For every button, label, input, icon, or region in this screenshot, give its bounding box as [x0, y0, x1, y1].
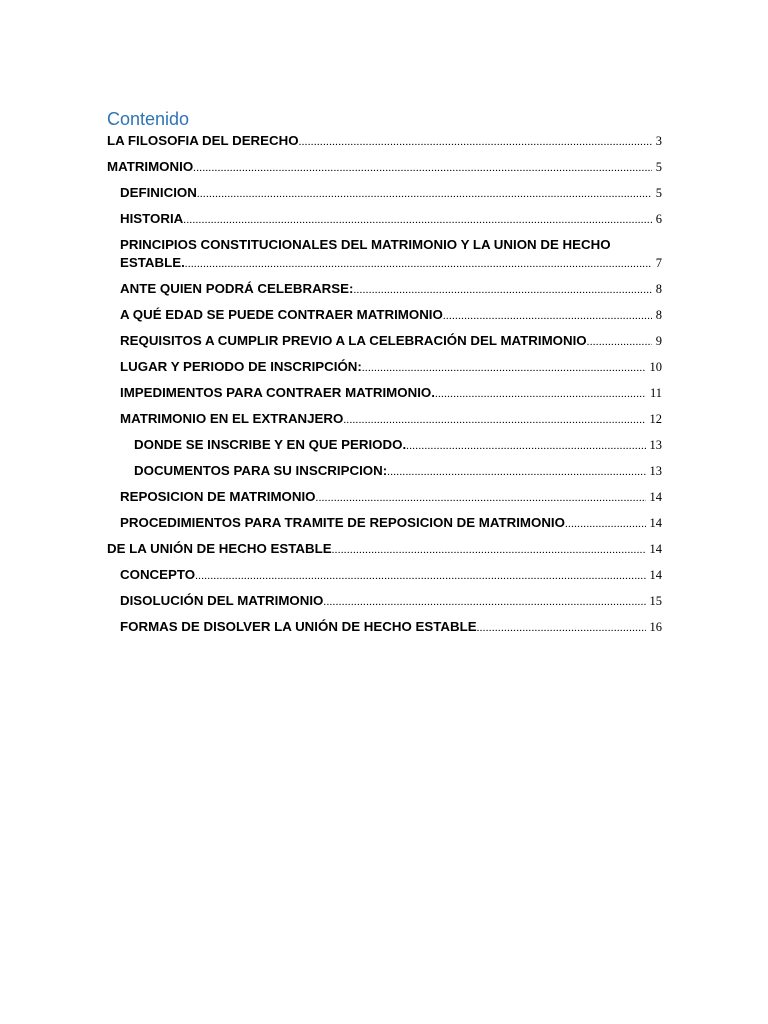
toc-entry-title: FORMAS DE DISOLVER LA UNIÓN DE HECHO ESTABLE	[120, 619, 477, 634]
toc-entry[interactable]	[107, 132, 662, 151]
toc-entry-title: REQUISITOS A CUMPLIR PREVIO A LA CELEBRACIÓN DEL MATRIMONIO	[120, 333, 587, 348]
toc-entry-title: MATRIMONIO EN EL EXTRANJERO	[120, 411, 344, 426]
toc-entry[interactable]	[107, 358, 662, 377]
dot-leader	[316, 489, 646, 507]
dot-leader	[193, 159, 652, 177]
toc-entry-title: REPOSICION DE MATRIMONIO	[120, 489, 316, 504]
document-page	[107, 108, 662, 644]
toc-entry-continuation	[120, 254, 662, 273]
toc-entry-page: 13	[649, 464, 662, 478]
toc-entry-page: 16	[649, 620, 662, 634]
toc-entry[interactable]	[107, 236, 662, 273]
dot-leader	[185, 255, 652, 273]
toc-entry-title: CONCEPTO	[120, 567, 196, 582]
toc-entry-page: 14	[649, 516, 662, 530]
toc-entry-page: 8	[655, 308, 662, 322]
toc-entry[interactable]	[107, 210, 662, 229]
toc-heading: Contenido	[107, 109, 190, 129]
toc-entry[interactable]	[107, 540, 662, 559]
toc-entry-title: LUGAR Y PERIODO DE INSCRIPCIÓN:	[120, 359, 362, 374]
dot-leader	[183, 211, 651, 229]
toc-entry-page: 12	[649, 412, 662, 426]
toc-entry-title: DE LA UNIÓN DE HECHO ESTABLE	[107, 541, 332, 556]
toc-entry-title: PROCEDIMIENTOS PARA TRAMITE DE REPOSICION DE MATRIMONIO	[120, 515, 565, 530]
toc-entry[interactable]	[107, 384, 662, 403]
dot-leader	[299, 133, 652, 151]
toc-entry-title: MATRIMONIO	[107, 159, 194, 174]
toc-entry-page: 9	[655, 334, 662, 348]
toc-entry-page: 7	[655, 256, 662, 270]
dot-leader	[387, 463, 645, 481]
toc-entry-title: DISOLUCIÓN DEL MATRIMONIO	[120, 593, 324, 608]
dot-leader	[587, 333, 652, 351]
toc-entry-page: 5	[655, 186, 662, 200]
toc-entry[interactable]	[107, 592, 662, 611]
toc-entry-page: 14	[649, 542, 662, 556]
dot-leader	[443, 307, 652, 325]
toc-entry-title: A QUÉ EDAD SE PUEDE CONTRAER MATRIMONIO	[120, 307, 443, 322]
toc-entry-title: DOCUMENTOS PARA SU INSCRIPCION:	[134, 463, 388, 478]
dot-leader	[406, 437, 645, 455]
toc-entry[interactable]	[107, 410, 662, 429]
toc-entry[interactable]	[107, 514, 662, 533]
toc-entry-page: 14	[649, 490, 662, 504]
toc-entry[interactable]	[107, 306, 662, 325]
toc-entry-title: IMPEDIMENTOS PARA CONTRAER MATRIMONIO.	[120, 385, 435, 400]
toc-entry[interactable]	[107, 280, 662, 299]
dot-leader	[195, 567, 645, 585]
toc-entry-page: 10	[649, 360, 662, 374]
dot-leader	[353, 281, 651, 299]
dot-leader	[332, 541, 646, 559]
toc-entry[interactable]	[107, 332, 662, 351]
toc-entry-page: 8	[655, 282, 662, 296]
dot-leader	[343, 411, 645, 429]
toc-entry[interactable]	[107, 158, 662, 177]
toc-entry-title-cont: ESTABLE.	[120, 255, 185, 270]
toc-entry-page: 5	[655, 160, 662, 174]
toc-entry-title: PRINCIPIOS CONSTITUCIONALES DEL MATRIMONIO Y LA UNION DE HECHO	[120, 237, 611, 252]
toc-entry-page: 14	[649, 568, 662, 582]
toc-entry-title: HISTORIA	[120, 211, 184, 226]
dot-leader	[197, 185, 652, 203]
toc-entry-page: 3	[655, 134, 662, 148]
toc-entry-page: 13	[649, 438, 662, 452]
toc-entry[interactable]	[107, 436, 662, 455]
toc-entry-title: ANTE QUIEN PODRÁ CELEBRARSE:	[120, 281, 354, 296]
dot-leader	[362, 359, 646, 377]
toc-entry-page: 11	[649, 386, 662, 400]
toc-entry-page: 15	[649, 594, 662, 608]
dot-leader	[323, 593, 645, 611]
toc-entry[interactable]	[107, 488, 662, 507]
dot-leader	[477, 619, 646, 637]
toc-entry-title: LA FILOSOFIA DEL DERECHO	[107, 133, 299, 148]
table-of-contents	[107, 132, 662, 637]
toc-entry-title: DONDE SE INSCRIBE Y EN QUE PERIODO.	[134, 437, 407, 452]
dot-leader	[565, 515, 646, 533]
toc-entry-title: DEFINICION	[120, 185, 197, 200]
dot-leader	[435, 385, 646, 403]
toc-entry-page: 6	[655, 212, 662, 226]
toc-entry[interactable]	[107, 184, 662, 203]
toc-entry[interactable]	[107, 566, 662, 585]
toc-entry[interactable]	[107, 618, 662, 637]
toc-entry[interactable]	[107, 462, 662, 481]
